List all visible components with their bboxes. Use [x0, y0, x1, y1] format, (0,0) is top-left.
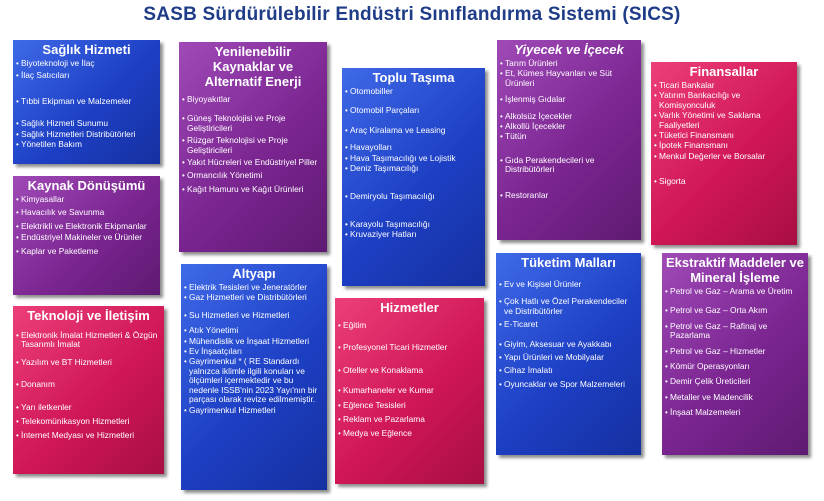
sector-item: • Otomobiller — [346, 87, 481, 96]
sector-item: • Kimyasallar — [17, 195, 156, 204]
sector-items — [17, 59, 156, 149]
sector-items — [500, 280, 637, 389]
sector-item: • İlaç Satıcıları — [17, 71, 156, 80]
sector-item: • Metaller ve Madencilik — [666, 393, 804, 402]
sector-items — [655, 81, 793, 187]
sector-item: • Cihaz İmalatı — [500, 366, 637, 375]
sector-item: • Et, Kümes Hayvanları ve Süt Ürünleri — [501, 69, 637, 88]
sector-item: • Donanım — [17, 380, 160, 389]
sector-item: • Elektrik Tesisleri ve Jeneratörler — [185, 283, 323, 292]
sector-title: Tüketim Malları — [521, 255, 616, 270]
sector-title: Ekstraktif Maddeler ve Mineral İşleme — [666, 255, 805, 285]
sector-tuketim — [496, 253, 641, 455]
sector-item: • Atık Yönetimi — [185, 326, 323, 335]
sector-item: • Kaplar ve Paketleme — [17, 247, 156, 256]
sector-item: • Profesyonel Ticari Hizmetler — [339, 343, 480, 352]
sector-item: • Yapı Ürünleri ve Mobilyalar — [500, 353, 637, 362]
sector-item: • Petrol ve Gaz – Hizmetler — [666, 347, 804, 356]
sector-yiyecek — [497, 40, 641, 240]
sector-item: • Giyim, Aksesuar ve Ayakkabı — [500, 340, 637, 349]
sector-items — [346, 87, 481, 240]
sector-items — [17, 331, 160, 441]
sector-ekstraktif — [662, 253, 808, 455]
sector-item: • Güneş Teknolojisi ve Proje Geliştiricileri — [183, 114, 323, 133]
sector-item: • Havacılık ve Savunma — [17, 208, 156, 217]
sector-title: Finansallar — [689, 64, 759, 79]
sector-item: • E-Ticaret — [500, 320, 637, 329]
sector-items — [339, 321, 480, 439]
sector-items — [17, 195, 156, 256]
sector-item: • Endüstriyel Makineler ve Ürünler — [17, 233, 156, 242]
sector-item: • Yatırım Bankacılığı ve Komisyonculuk — [655, 91, 793, 110]
sector-item: • Varlık Yönetimi ve Saklama Faaliyetleri — [655, 111, 793, 130]
sector-item: • Oteller ve Konaklama — [339, 366, 480, 375]
sector-item: • Yarı iletkenler — [17, 403, 160, 412]
sector-item: • Demir Çelik Üreticileri — [666, 377, 804, 386]
sector-item: • Petrol ve Gaz – Arama ve Üretim — [666, 287, 804, 296]
sector-item: • Oyuncaklar ve Spor Malzemeleri — [500, 380, 637, 389]
sector-item: • Kağıt Hamuru ve Kağıt Ürünleri — [183, 185, 323, 194]
sector-item: • Biyoyakıtlar — [183, 95, 323, 104]
sector-item: • Rüzgar Teknolojisi ve Proje Geliştiricileri — [183, 136, 323, 155]
sector-item: • Ticari Bankalar — [655, 81, 793, 90]
sector-item: • Tüketici Finansmanı — [655, 131, 793, 140]
sector-item: • İnternet Medyası ve Hizmetleri — [17, 431, 160, 440]
sector-kaynak — [13, 176, 160, 295]
sector-title: Hizmetler — [380, 300, 439, 315]
page-title: SASB Sürdürülebilir Endüstri Sınıflandırma Sistemi (SICS) — [143, 4, 681, 25]
sector-item: • Karayolu Taşımacılığı — [346, 220, 481, 229]
sector-item: • Tıbbi Ekipman ve Malzemeler — [17, 97, 156, 106]
sector-item: • Biyoteknoloji ve İlaç — [17, 59, 156, 68]
sector-item: • Sağlık Hizmetleri Distribütörleri — [17, 130, 156, 139]
sector-item: • Mühendislik ve İnşaat Hizmetleri — [185, 337, 323, 346]
sector-item: • Havayolları — [346, 143, 481, 152]
sector-items — [501, 59, 637, 200]
sector-item: • Ev ve Kişisel Ürünler — [500, 280, 637, 289]
sector-item: • Eğlence Tesisleri — [339, 401, 480, 410]
sector-item: • Tütün — [501, 132, 637, 141]
sector-item: • Eğitim — [339, 321, 480, 330]
sector-title: Toplu Taşıma — [372, 70, 455, 85]
sector-item: • Su Hizmetleri ve Hizmetleri — [185, 311, 323, 320]
sector-item: • Kumarhaneler ve Kumar — [339, 386, 480, 395]
sector-item: • Deniz Taşımacılığı — [346, 164, 481, 173]
sector-item: • İnşaat Malzemeleri — [666, 408, 804, 417]
sector-items — [183, 95, 323, 194]
sector-item: • Elektrikli ve Elektronik Ekipmanlar — [17, 222, 156, 231]
sector-item: • İşlenmiş Gıdalar — [501, 95, 637, 104]
sector-teknoloji — [13, 306, 164, 474]
sector-item: • Medya ve Eğlence — [339, 429, 480, 438]
sector-title: Teknoloji ve İletişim — [27, 308, 150, 323]
sector-item: • Petrol ve Gaz – Orta Akım — [666, 306, 804, 315]
sector-item: • Elektronik İmalat Hizmetleri & Özgün Tasarımlı İmalat — [17, 331, 160, 350]
sector-toplu — [342, 68, 485, 286]
sector-item: • Ev İnşaatçıları — [185, 347, 323, 356]
sector-title: Kaynak Dönüşümü — [27, 178, 146, 193]
sector-item: • İpotek Finansmanı — [655, 141, 793, 150]
sector-item: • Hava Taşımacılığı ve Lojistik — [346, 154, 481, 163]
sector-item: • Yazılım ve BT Hizmetleri — [17, 358, 160, 367]
sector-item: • Gıda Perakendecileri ve Distribütörleri — [501, 156, 637, 175]
sector-item: • Demiryolu Taşımacılığı — [346, 192, 481, 201]
sector-item: • Alkolsüz İçecekler — [501, 112, 637, 121]
sector-item: • Kömür Operasyonları — [666, 362, 804, 371]
sector-item: • Petrol ve Gaz – Rafinaj ve Pazarlama — [666, 322, 804, 341]
sector-item: • Gayrimenkul Hizmetleri — [185, 406, 323, 415]
sector-item: • Restoranlar — [501, 191, 637, 200]
sector-item: • Telekomünikasyon Hizmetleri — [17, 417, 160, 426]
sector-items — [666, 287, 804, 418]
sector-item: • Yakıt Hücreleri ve Endüstriyel Piller — [183, 158, 323, 167]
sector-item: • Çok Hatlı ve Özel Perakendeciler ve Distribütörler — [500, 297, 637, 316]
sector-item: • Gayrimenkul * ( RE Standardı yalnızca iklimle ilgili konuları ve ölçümleri içermektedir ve bu nedenle ISSB'nin 2023 Yayı'nın bir parçası olarak revize edilmemiştir. — [185, 357, 323, 404]
sector-item: • Sağlık Hizmeti Sunumu — [17, 119, 156, 128]
sector-title: Yenilenebilir Kaynaklar ve Alternatif Enerji — [204, 44, 302, 89]
sector-item: • Sigorta — [655, 177, 793, 186]
sector-item: • Ormancılık Yönetimi — [183, 171, 323, 180]
sector-items — [185, 283, 323, 416]
sector-altyapi — [181, 264, 327, 490]
sector-item: • Alkollü İçecekler — [501, 122, 637, 131]
sector-item: • Tarım Ürünleri — [501, 59, 637, 68]
sector-item: • Kruvaziyer Hatları — [346, 230, 481, 239]
sector-title: Yiyecek ve İçecek — [514, 42, 624, 57]
sector-title: Altyapı — [232, 266, 276, 281]
sector-item: • Menkul Değerler ve Borsalar — [655, 152, 793, 161]
sector-item: • Yönetilen Bakım — [17, 140, 156, 149]
sector-saglik — [13, 40, 160, 164]
sector-item: • Otomobil Parçaları — [346, 106, 481, 115]
sector-item: • Araç Kiralama ve Leasing — [346, 126, 481, 135]
sector-item: • Gaz Hizmetleri ve Distribütörleri — [185, 293, 323, 302]
sector-item: • Reklam ve Pazarlama — [339, 415, 480, 424]
sector-hizmetler — [335, 298, 484, 484]
sector-finansallar — [651, 62, 797, 245]
sector-yenilenebilir — [179, 42, 327, 252]
sector-title: Sağlık Hizmeti — [42, 42, 131, 57]
